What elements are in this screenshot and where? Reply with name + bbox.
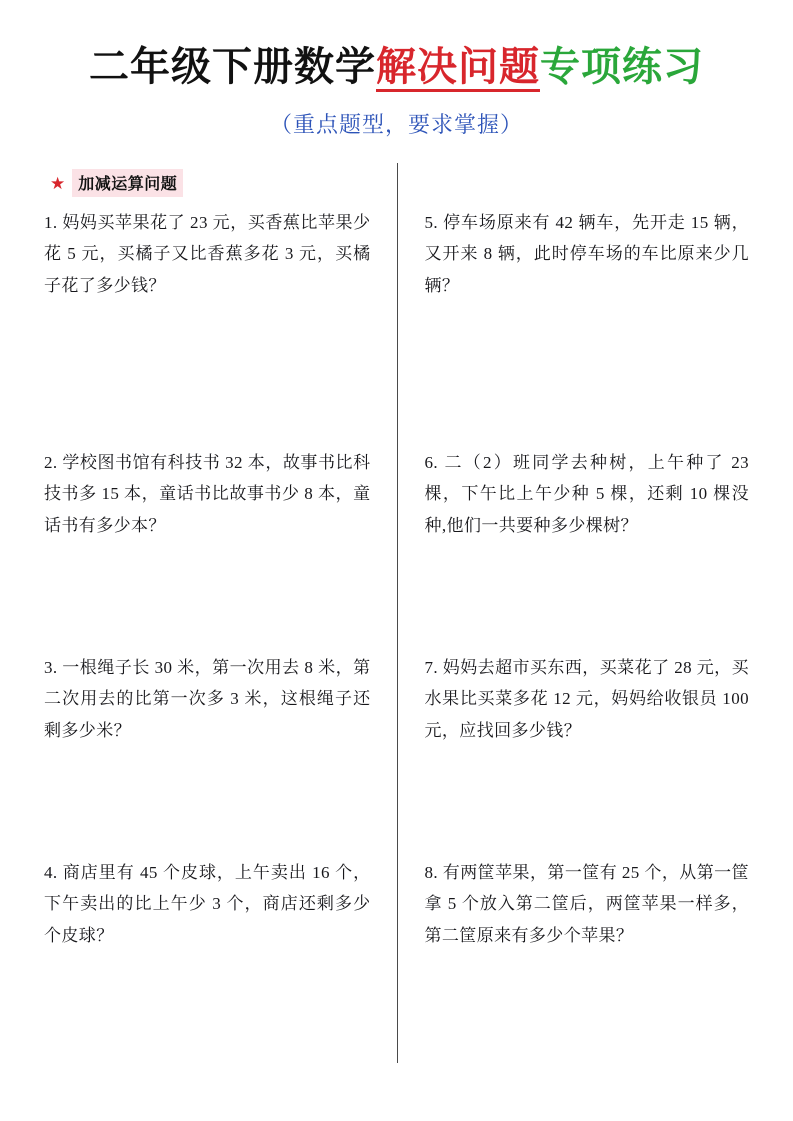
left-column xyxy=(44,207,397,1062)
problem-text: 1. 妈妈买苹果花了 23 元，买香蕉比苹果少花 5 元，买橘子又比香蕉多花 3 元，买橘子花了多少钱？ xyxy=(44,213,371,295)
problem-slot xyxy=(44,652,371,857)
title-part-one: 二年级下册数学 xyxy=(89,44,376,89)
problem-text: 3. 一根绳子长 30 米，第一次用去 8 米，第二次用去的比第一次多 3 米，这根绳子还剩多少米？ xyxy=(44,658,371,740)
section-heading xyxy=(50,169,749,197)
problem-slot xyxy=(44,857,371,1062)
problem-slot xyxy=(425,857,750,1062)
section-heading-label: 加减运算问题 xyxy=(72,169,183,197)
problem-text: 7. 妈妈去超市买东西，买菜花了 28 元，买水果比买菜多花 12 元，妈妈给收银员 100 元，应找回多少钱？ xyxy=(424,658,749,740)
title-part-three: 专项练习 xyxy=(540,44,704,89)
page-subtitle: （重点题型，要求掌握） xyxy=(269,112,523,137)
problem-text: 8. 有两筐苹果，第一筐有 25 个，从第一筐拿 5 个放入第二筐后，两筐苹果一样多，第二筐原来有多少个苹果？ xyxy=(424,863,749,945)
page-title xyxy=(44,46,749,92)
problem-text: 5. 停车场原来有 42 辆车，先开走 15 辆，又开来 8 辆，此时停车场的车比原来少几辆？ xyxy=(424,213,749,295)
problem-slot xyxy=(425,207,750,447)
star-icon: ★ xyxy=(50,173,66,193)
problem-text: 2. 学校图书馆有科技书 32 本，故事书比科技书多 15 本，童话书比故事书少 8 本，童话书有多少本？ xyxy=(44,453,371,535)
problem-text: 6. 二（2）班同学去种树，上午种了 23 棵，下午比上午少种 5 棵，还剩 10 棵没种,他们一共要种多少棵树？ xyxy=(424,453,749,535)
problem-slot xyxy=(44,447,371,652)
problem-slot xyxy=(44,207,371,447)
column-divider xyxy=(397,163,398,1063)
title-part-highlight: 解决问题 xyxy=(376,46,540,92)
problem-slot xyxy=(425,652,750,857)
problem-columns xyxy=(44,207,749,1062)
problem-slot xyxy=(425,447,750,652)
right-column xyxy=(397,207,750,1062)
problem-text: 4. 商店里有 45 个皮球，上午卖出 16 个，下午卖出的比上午少 3 个，商店还剩多少个皮球？ xyxy=(44,863,371,945)
